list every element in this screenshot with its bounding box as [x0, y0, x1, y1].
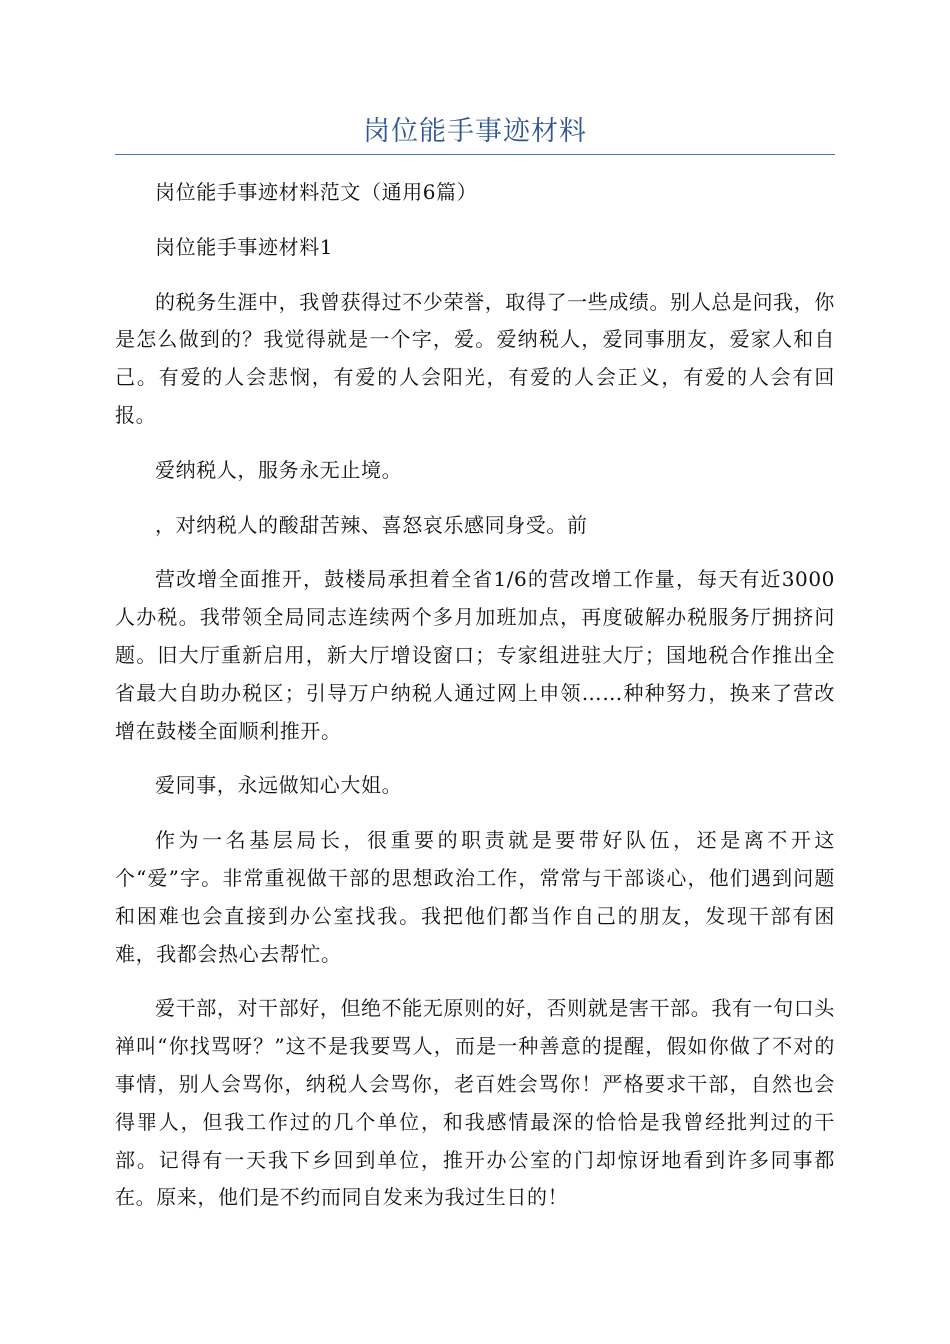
section-heading: 岗位能手事迹材料1: [155, 234, 334, 259]
body-paragraph: 营改增全面推开，鼓楼局承担着全省1/6的营改增工作量，每天有近3000人办税。我带领全局同志连续两个多月加班加点，再度破解办税服务厅拥挤问题。旧大厅重新启用，新大厅增设窗口；专家组进驻大厅；国地税合作推出全省最大自助办税区；引导万户纳税人通过网上申领……种种努力，换来了营改增在鼓楼全面顺利推开。: [115, 567, 835, 743]
body-paragraph: 作为一名基层局长，很重要的职责就是要带好队伍，还是离不开这个“爱”字。非常重视做干部的思想政治工作，常常与干部谈心，他们遇到问题和困难也会直接到办公室找我。我把他们都当作自己的朋友，发现干部有困难，我都会热心去帮忙。: [115, 828, 835, 966]
body-paragraph: 爱干部，对干部好，但绝不能无原则的好，否则就是害干部。我有一句口头禅叫“你找骂呀？”这不是我要骂人，而是一种善意的提醒，假如你做了不对的事情，别人会骂你，纳税人会骂你，老百姓会骂你！严格要求干部，自然也会得罪人，但我工作过的几个单位，和我感情最深的恰恰是我曾经批判过的干部。记得有一天我下乡回到单位，推开办公室的门却惊讶地看到许多同事都在。原来，他们是不约而同自发来为我过生日的！: [115, 996, 835, 1210]
body-paragraph: ，对纳税人的酸甜苦辣、喜怒哀乐感同身受。前: [155, 512, 588, 537]
subtitle-paragraph: 岗位能手事迹材料范文（通用6篇）: [155, 180, 478, 204]
body-paragraph: 爱同事，永远做知心大姐。: [155, 773, 403, 798]
document-body: [115, 174, 835, 1234]
title-underline: [115, 154, 835, 155]
body-paragraph: 的税务生涯中，我曾获得过不少荣誉，取得了一些成绩。别人总是问我，你是怎么做到的？我觉得就是一个字，爱。爱纳税人，爱同事朋友，爱家人和自己。有爱的人会悲悯，有爱的人会阳光，有爱的人会正义，有爱的人会有回报。: [115, 289, 835, 427]
body-paragraph: 爱纳税人，服务永无止境。: [155, 457, 403, 482]
document-title: 岗位能手事迹材料: [363, 116, 587, 147]
